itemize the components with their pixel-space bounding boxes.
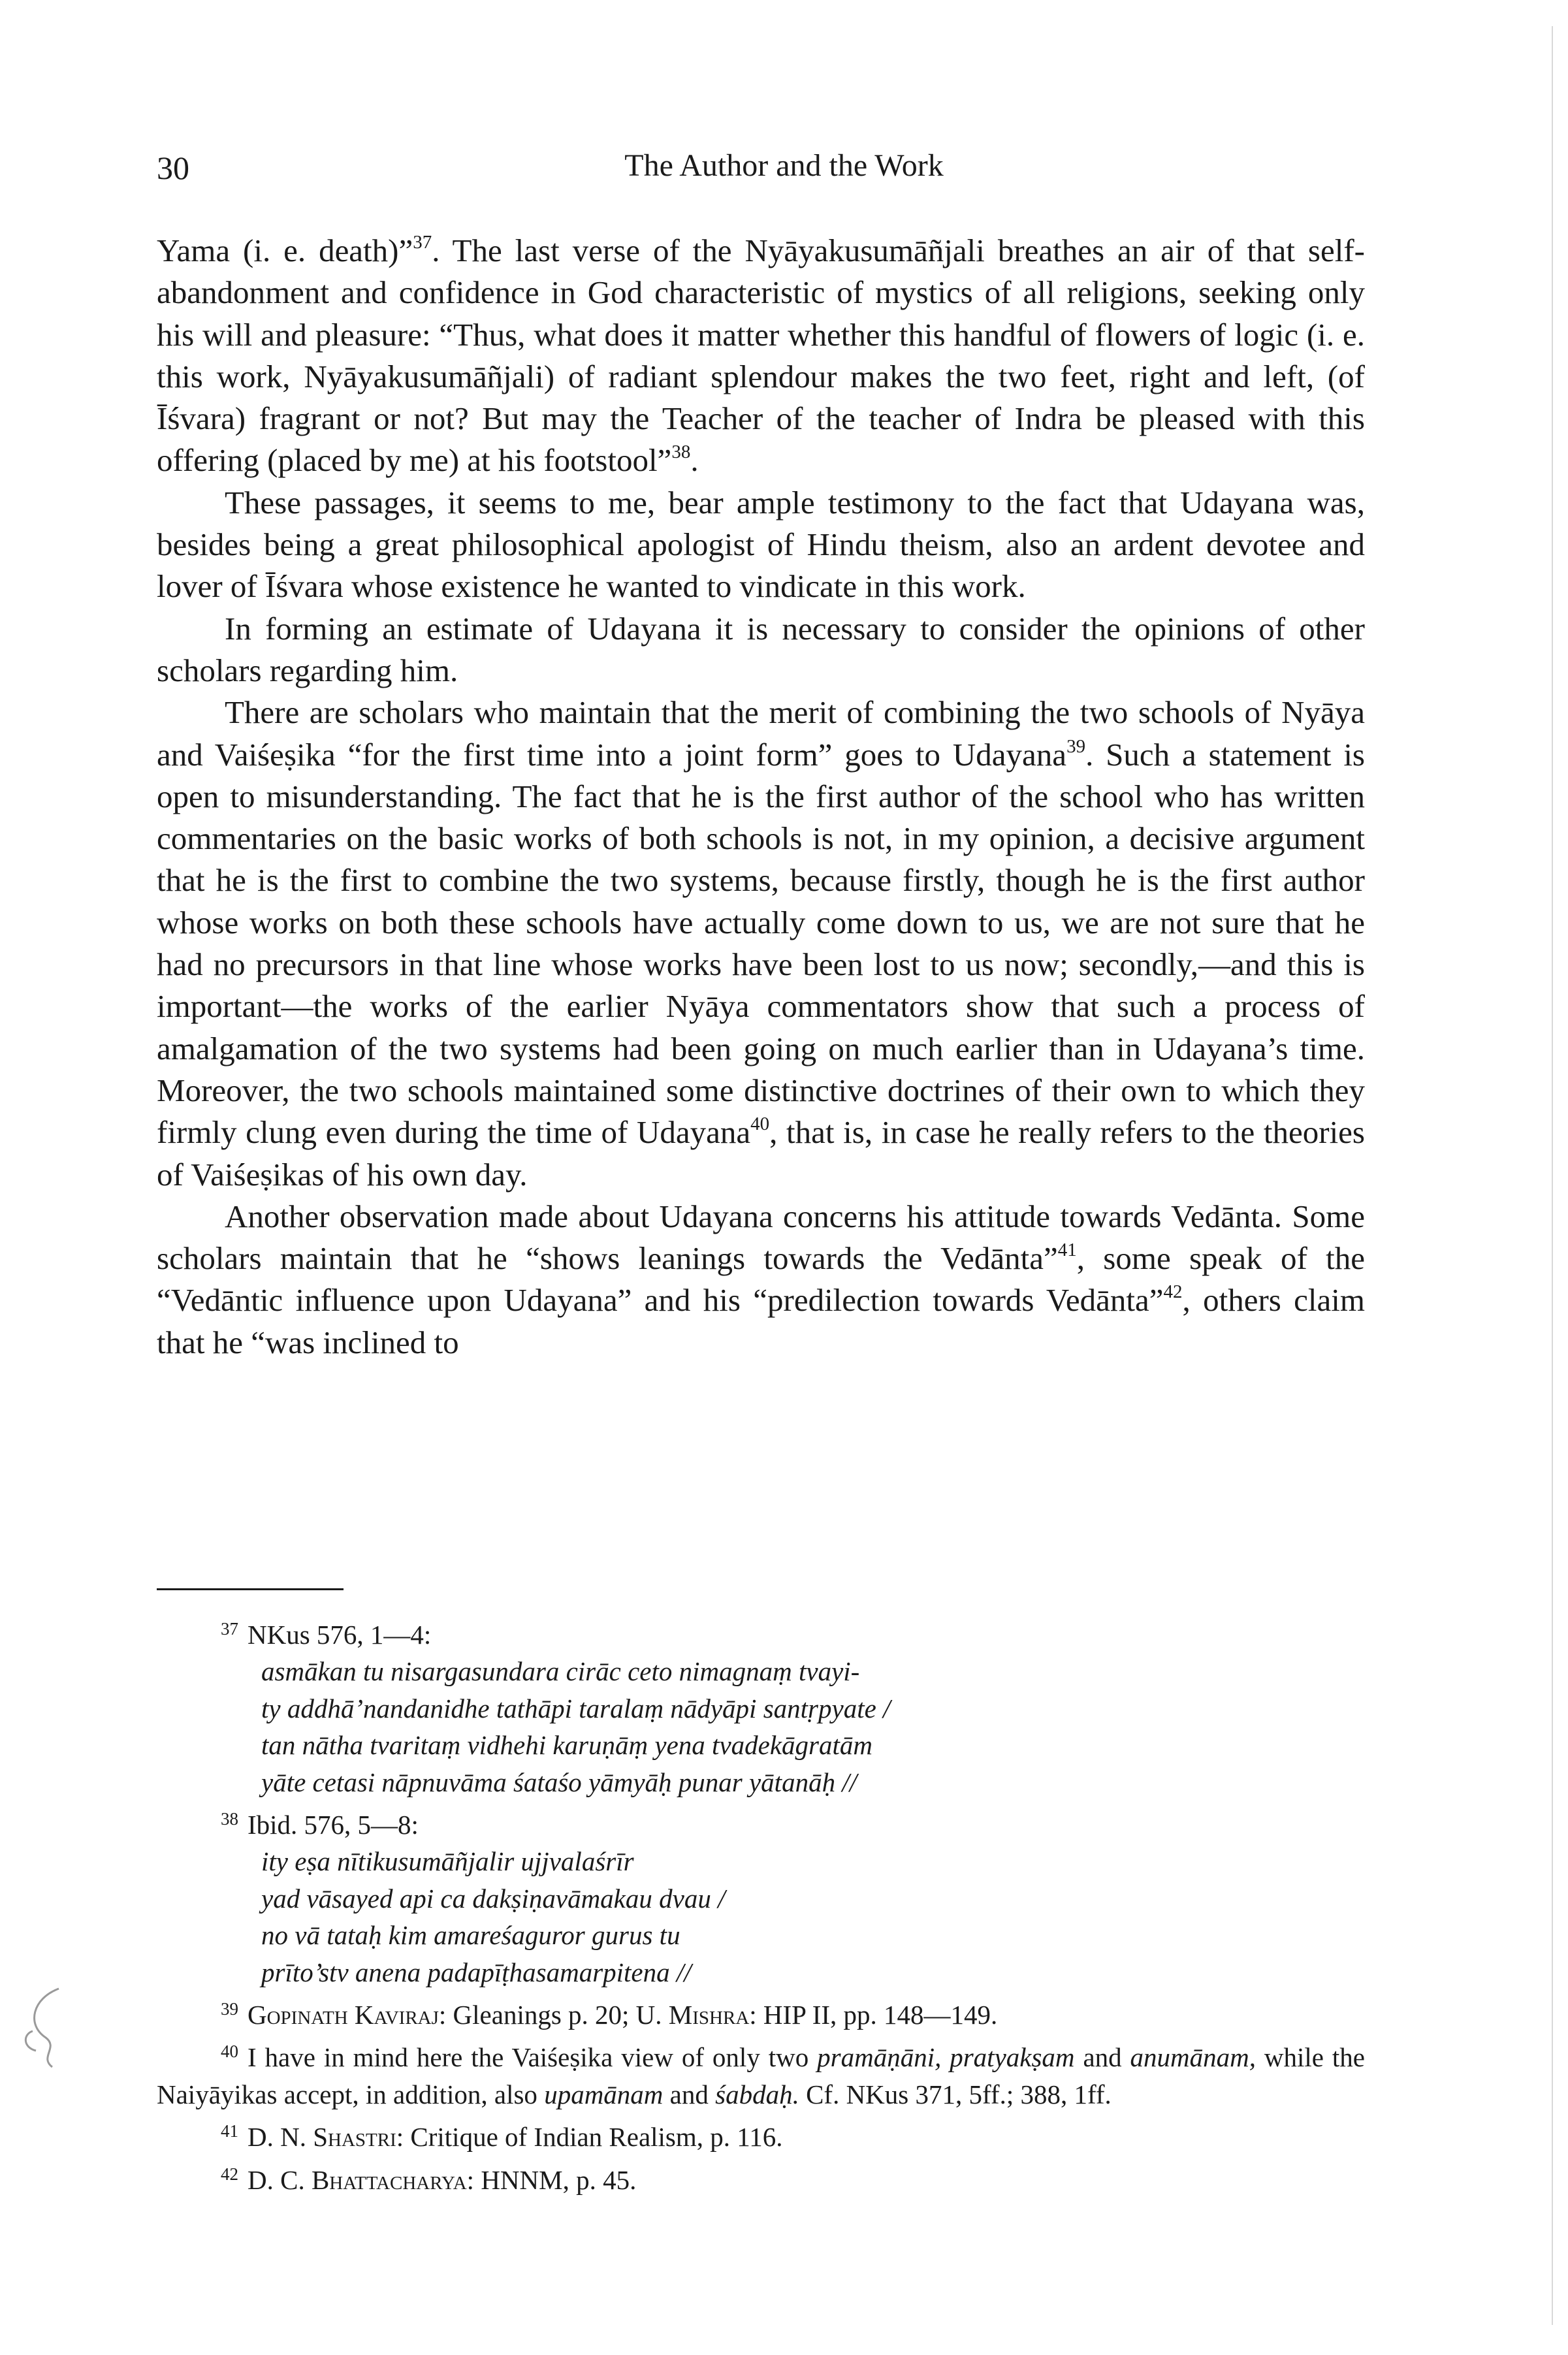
paragraph	[157, 1196, 1365, 1364]
footnote-number: 38	[221, 1809, 238, 1829]
footnote-38	[157, 1801, 1365, 1843]
page-number: 30	[157, 150, 189, 186]
scan-edge-line	[1552, 26, 1553, 2325]
text-span: Another observation made about Udayana concerns his attitude towards Vedānta. Some scholars maintain that he “shows leanings towards the Vedānta”	[157, 1198, 1365, 1277]
author-name: Gopinath Kaviraj	[248, 2000, 439, 2030]
footnote-ref: 37	[413, 232, 432, 253]
footnotes	[157, 1610, 1365, 2198]
footnote-text: NKus 576, 1—4:	[248, 1620, 432, 1650]
verse-line: ty addhā’nandanidhe tathāpi taralaṃ nādyāpi santṛpyate /	[261, 1693, 891, 1723]
verse-line: tan nātha tvaritaṃ vidhehi karuṇāṃ yena tvadekāgratām	[261, 1730, 872, 1761]
footnote-rule	[157, 1588, 344, 1590]
footnote-ref: 38	[671, 441, 691, 463]
footnote-text: and	[663, 2079, 716, 2109]
footnote-text: I have in mind here the Vaiśeṣika view of only two	[248, 2042, 818, 2073]
text-span: .	[690, 442, 699, 479]
term: upamānam	[544, 2079, 664, 2109]
running-title: The Author and the Work	[624, 148, 944, 183]
term: anumānam,	[1130, 2042, 1256, 2073]
footnote-ref: 39	[1066, 735, 1086, 757]
footnote-41	[157, 2113, 1365, 2155]
footnote-number: 39	[221, 1999, 238, 2019]
footnote-text: while the Naiyāyikas accept, in addition, also	[157, 2042, 1365, 2109]
footnote-text: Cf. NKus 371, 5ff.; 388, 1ff.	[799, 2079, 1112, 2109]
footnote-text: : Critique of Indian Realism, p. 116.	[396, 2122, 783, 2153]
verse-line: yāte cetasi nāpnuvāma śataśo yāmyāḥ punar yātanāḥ //	[261, 1767, 857, 1797]
paragraph: These passages, it seems to me, bear ample testimony to the fact that Udayana was, besides being a great philosophical apologist of Hindu theism, also an ardent devotee and lover of Īśvara whose existence he wanted to vindicate in this work.	[157, 484, 1365, 605]
scan-smudge	[20, 1985, 72, 2070]
footnote-text: Ibid. 576, 5—8:	[248, 1810, 419, 1840]
footnote-42	[157, 2156, 1365, 2198]
footnote-text: : HNNM, p. 45.	[466, 2164, 637, 2195]
text-span: , others claim that he “was inclined to	[157, 1282, 1365, 1360]
body-text	[157, 230, 1365, 1364]
footnote-text: : Gleanings p. 20; U.	[438, 2000, 669, 2030]
paragraph	[157, 230, 1365, 482]
text-span: There are scholars who maintain that the merit of combining the two schools of Nyāya and Vaiśeṣika “for the first time into a joint form” goes to Udayana	[157, 694, 1365, 773]
paragraph	[157, 692, 1365, 1196]
verse-line: asmākan tu nisargasundara cirāc ceto nimagnaṃ tvayi-	[261, 1656, 860, 1687]
footnote-ref: 41	[1057, 1240, 1077, 1261]
footnote-number: 42	[221, 2164, 238, 2184]
term: pramāṇāni, pratyakṣam	[817, 2042, 1075, 2073]
author-name: Mishra	[668, 2000, 750, 2030]
text-span: . The last verse of the Nyāyakusumāñjali breathes an air of that self-abandonment and confidence in God characteristic of mystics of all religions, seeking only his will and pleasure: “Thus, what does it matter whether this handful of flowers of logic (i. e. this work, Nyāyakusumāñjali) of radiant splendour makes the two feet, right and left, (of Īśvara) fragrant or not? But may the Teacher of the teacher of Indra be pleased with this offering (placed by me) at his footstool”	[157, 232, 1366, 479]
footnote-number: 41	[221, 2121, 238, 2141]
paragraph: In forming an estimate of Udayana it is necessary to consider the opinions of other scholars regarding him.	[157, 610, 1365, 688]
text-span: , some speak of the “Vedāntic influence upon Udayana” and his “predilection towards Vedānta”	[157, 1240, 1365, 1319]
text-span: , that is, in case he really refers to the theories of Vaiśeṣikas of his own day.	[157, 1114, 1366, 1193]
verse-line: yad vāsayed api ca dakṣiṇavāmakau dvau /	[261, 1883, 726, 1914]
footnote-39	[157, 1991, 1365, 2033]
footnote-number: 37	[221, 1619, 238, 1639]
footnote-text: : HIP II, pp. 148—149.	[749, 2000, 998, 2030]
term: śabdaḥ.	[715, 2079, 799, 2109]
text-span: Yama (i. e. death)”	[157, 232, 413, 268]
footnote-37	[157, 1610, 1365, 1653]
verse-line: prīto’stv anena padapīṭhasamarpitena //	[261, 1957, 692, 1987]
footnote-40	[157, 2033, 1365, 2113]
author-name: D. N. Shastri	[248, 2122, 396, 2153]
verse-line: ity eṣa nītikusumāñjalir ujjvalaśrīr	[261, 1846, 634, 1877]
footnote-number: 40	[221, 2042, 238, 2062]
author-name: D. C. Bhattacharya	[248, 2164, 467, 2195]
footnote-ref: 42	[1163, 1281, 1183, 1303]
footnote-ref: 40	[750, 1113, 770, 1135]
footnote-text: and	[1074, 2042, 1130, 2073]
text-span: . Such a statement is open to misunderstanding. The fact that he is the first author of the school who has written commentaries on the basic works of both schools is not, in my opinion, a decisive argument that he is the first to combine the two systems, because firstly, though he is the first author whose works on both these schools have actually come down to us, we are not sure that he had no precursors in that line whose works have been lost to us now; secondly,—and this is important—the works of the earlier Nyāya commentators show that such a process of amalgamation of the two systems had been going on much earlier than in Udayana’s time. Moreover, the two schools maintained some distinctive doctrines of their own to which they firmly clung even during the time of Udayana	[157, 736, 1366, 1151]
verse-line: no vā tataḥ kim amareśaguror gurus tu	[261, 1920, 680, 1951]
